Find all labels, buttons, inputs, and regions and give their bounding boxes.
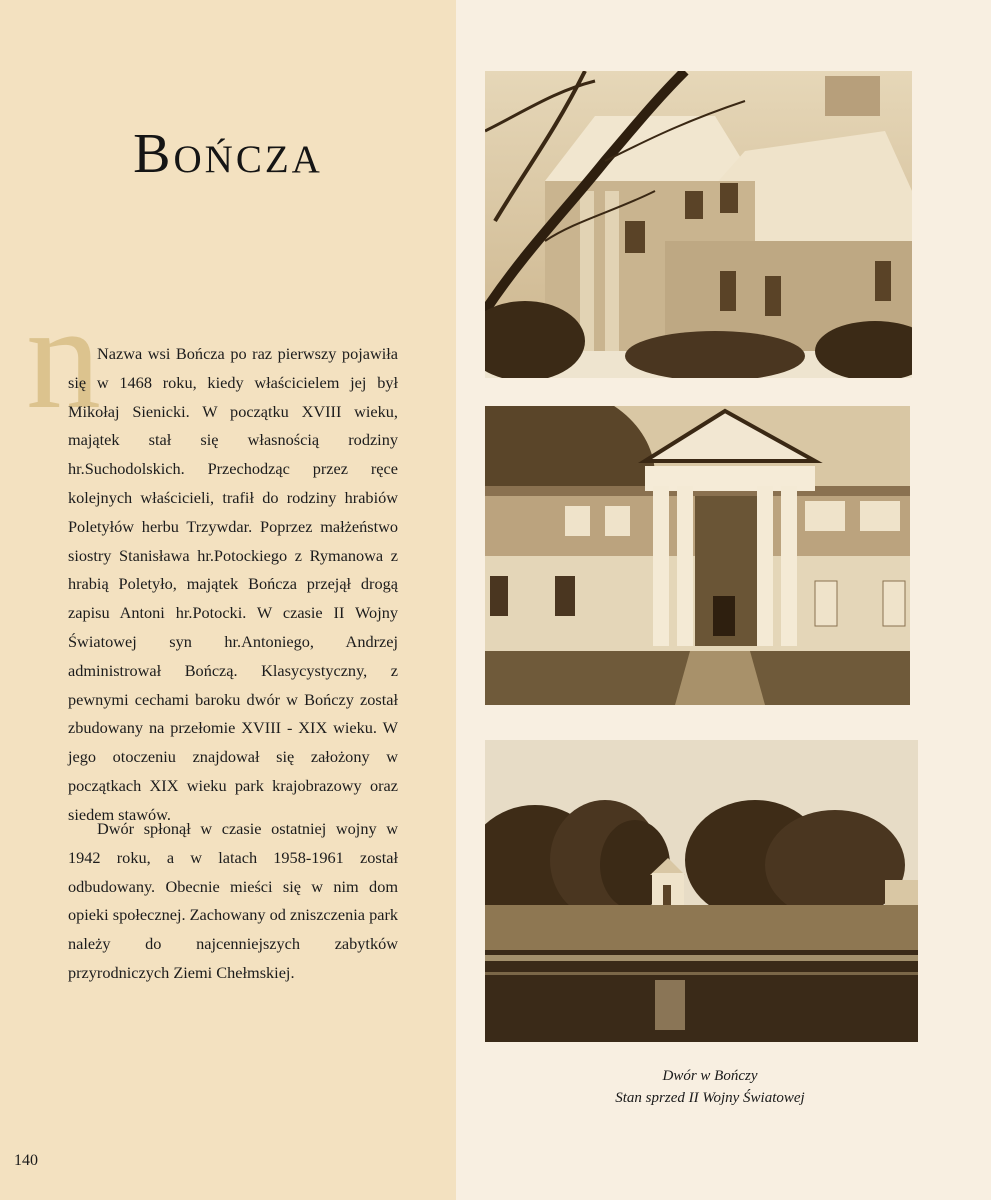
photo-manor-winter xyxy=(485,71,912,378)
photo-caption-line-2: Stan sprzed II Wojny Światowej xyxy=(615,1090,805,1106)
photo-manor-pond xyxy=(485,740,918,1042)
photo-manor-portico xyxy=(485,406,910,705)
body-paragraph-1: Nazwa wsi Bończa po raz pierwszy pojawiła się w 1468 roku, kiedy właścicielem jej był Mikołaj Sienicki. W początku XVIII wieku, majątek stał się własnością rodziny hr.Suchodolskich. Przechodząc przez ręce kolejnych właścicieli, trafił do rodziny hrabiów Poletyłów herbu Trzywdar. Poprzez małżeństwo siostry Stanisława hr.Potockiego z Rymanowa z hrabią Poletyło, majątek Bończa przejął drogą zapisu Antoni hr.Potocki. W czasie II Wojny Światowej syn hr.Antoniego, Andrzej administrował Bończą. Klasycystyczny, z pewnymi cechami baroku dwór w Bończy został zbudowany na przełomie XVIII - XIX wieku. W jego otoczeniu znajdował się założony w początkach XIX wieku park krajobrazowy oraz siedem stawów. xyxy=(68,344,398,824)
page-title: Bończa xyxy=(133,123,323,185)
page-number: 140 xyxy=(14,1152,38,1169)
photo-caption-line-1: Dwór w Bończy xyxy=(662,1068,758,1084)
decorative-dropcap: n xyxy=(26,274,101,440)
body-paragraph-2: Dwór spłonął w czasie ostatniej wojny w 1942 roku, a w latach 1958-1961 został odbudowany. Obecnie mieści się w nim dom opieki społecznej. Zachowany od zniszczenia park należy do najcenniejszych zabytków przyrodniczych Ziemi Chełmskiej. xyxy=(68,819,399,982)
